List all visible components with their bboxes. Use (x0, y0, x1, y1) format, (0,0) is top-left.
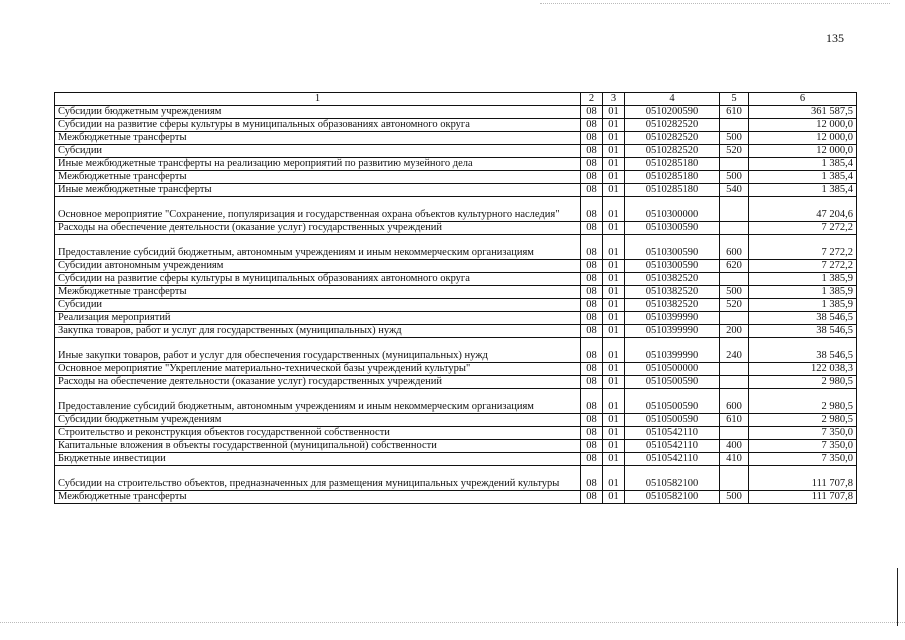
cell-name: Капитальные вложения в объекты государственной (муниципальной) собственности (55, 440, 581, 453)
cell-amount: 361 587,5 (749, 106, 857, 119)
cell-amount: 47 204,6 (749, 197, 857, 222)
cell-name: Субсидии бюджетным учреждениям (55, 106, 581, 119)
table-body (55, 106, 857, 504)
cell-expense-type (720, 197, 749, 222)
cell-subsection: 01 (603, 453, 625, 466)
cell-amount: 7 350,0 (749, 453, 857, 466)
cell-subsection: 01 (603, 222, 625, 235)
cell-name: Расходы на обеспечение деятельности (оказание услуг) государственных учреждений (55, 376, 581, 389)
table-row (55, 466, 857, 491)
cell-subsection: 01 (603, 158, 625, 171)
table-row (55, 427, 857, 440)
column-header-5: 5 (720, 93, 749, 106)
cell-expense-type (720, 119, 749, 132)
cell-expense-type: 610 (720, 106, 749, 119)
cell-target-code: 0510500000 (625, 363, 720, 376)
cell-section: 08 (581, 299, 603, 312)
cell-amount: 38 546,5 (749, 312, 857, 325)
cell-subsection: 01 (603, 260, 625, 273)
cell-amount: 1 385,4 (749, 184, 857, 197)
cell-section: 08 (581, 453, 603, 466)
cell-target-code: 0510399990 (625, 338, 720, 363)
cell-target-code: 0510500590 (625, 376, 720, 389)
cell-section: 08 (581, 273, 603, 286)
cell-expense-type: 500 (720, 491, 749, 504)
cell-expense-type: 520 (720, 145, 749, 158)
cell-subsection: 01 (603, 197, 625, 222)
cell-amount: 12 000,0 (749, 132, 857, 145)
cell-name: Межбюджетные трансферты (55, 132, 581, 145)
cell-amount: 2 980,5 (749, 389, 857, 414)
cell-expense-type (720, 376, 749, 389)
cell-target-code: 0510399990 (625, 312, 720, 325)
cell-name: Бюджетные инвестиции (55, 453, 581, 466)
table-row (55, 222, 857, 235)
page-number: 135 (826, 31, 844, 45)
cell-subsection: 01 (603, 273, 625, 286)
budget-table (54, 92, 857, 504)
cell-amount: 7 350,0 (749, 440, 857, 453)
page-edge-line (897, 568, 898, 626)
table-row (55, 184, 857, 197)
cell-section: 08 (581, 184, 603, 197)
cell-amount: 2 980,5 (749, 414, 857, 427)
cell-expense-type (720, 158, 749, 171)
cell-section: 08 (581, 260, 603, 273)
cell-subsection: 01 (603, 119, 625, 132)
cell-name: Субсидии (55, 299, 581, 312)
table-row (55, 325, 857, 338)
cell-subsection: 01 (603, 338, 625, 363)
cell-section: 08 (581, 145, 603, 158)
cell-target-code: 0510285180 (625, 158, 720, 171)
cell-name: Реализация мероприятий (55, 312, 581, 325)
cell-amount: 1 385,4 (749, 158, 857, 171)
table-row (55, 286, 857, 299)
cell-subsection: 01 (603, 389, 625, 414)
cell-amount: 1 385,9 (749, 286, 857, 299)
cell-name: Предоставление субсидий бюджетным, автономным учреждениям и иным некоммерческим организациям (55, 389, 581, 414)
cell-expense-type: 610 (720, 414, 749, 427)
cell-name: Основное мероприятие "Сохранение, популяризация и государственная охрана объектов культурного наследия" (55, 197, 581, 222)
column-header-3: 3 (603, 93, 625, 106)
cell-name: Межбюджетные трансферты (55, 491, 581, 504)
cell-target-code: 0510542110 (625, 453, 720, 466)
table-header-row (55, 93, 857, 106)
cell-amount: 1 385,9 (749, 273, 857, 286)
cell-name: Иные межбюджетные трансферты (55, 184, 581, 197)
cell-subsection: 01 (603, 312, 625, 325)
cell-target-code: 0510500590 (625, 414, 720, 427)
cell-section: 08 (581, 427, 603, 440)
table-row (55, 119, 857, 132)
cell-subsection: 01 (603, 325, 625, 338)
cell-target-code: 0510382520 (625, 286, 720, 299)
cell-expense-type: 400 (720, 440, 749, 453)
cell-expense-type: 500 (720, 286, 749, 299)
column-header-4: 4 (625, 93, 720, 106)
cell-subsection: 01 (603, 299, 625, 312)
cell-expense-type (720, 363, 749, 376)
cell-name: Строительство и реконструкция объектов государственной собственности (55, 427, 581, 440)
cell-target-code: 0510542110 (625, 440, 720, 453)
cell-expense-type (720, 312, 749, 325)
cell-name: Субсидии на строительство объектов, предназначенных для размещения муниципальных учреждений культуры (55, 466, 581, 491)
cell-subsection: 01 (603, 286, 625, 299)
cell-section: 08 (581, 440, 603, 453)
cell-subsection: 01 (603, 184, 625, 197)
cell-subsection: 01 (603, 376, 625, 389)
cell-section: 08 (581, 158, 603, 171)
table-row (55, 363, 857, 376)
cell-target-code: 0510285180 (625, 184, 720, 197)
cell-name: Межбюджетные трансферты (55, 171, 581, 184)
cell-expense-type (720, 273, 749, 286)
table-row (55, 273, 857, 286)
cell-expense-type (720, 466, 749, 491)
cell-subsection: 01 (603, 491, 625, 504)
cell-target-code: 0510382520 (625, 273, 720, 286)
cell-name: Закупка товаров, работ и услуг для государственных (муниципальных) нужд (55, 325, 581, 338)
cell-section: 08 (581, 363, 603, 376)
table-row (55, 453, 857, 466)
cell-name: Субсидии автономным учреждениям (55, 260, 581, 273)
cell-target-code: 0510542110 (625, 427, 720, 440)
cell-target-code: 0510200590 (625, 106, 720, 119)
cell-expense-type: 240 (720, 338, 749, 363)
cell-name: Субсидии на развитие сферы культуры в муниципальных образованиях автономного округа (55, 273, 581, 286)
cell-amount: 111 707,8 (749, 491, 857, 504)
scan-artifact-bottom (0, 622, 905, 624)
cell-expense-type (720, 222, 749, 235)
cell-section: 08 (581, 312, 603, 325)
cell-amount: 7 272,2 (749, 235, 857, 260)
cell-amount: 38 546,5 (749, 325, 857, 338)
table-row (55, 197, 857, 222)
cell-amount: 7 272,2 (749, 260, 857, 273)
cell-expense-type: 600 (720, 235, 749, 260)
cell-target-code: 0510285180 (625, 171, 720, 184)
cell-target-code: 0510282520 (625, 145, 720, 158)
cell-section: 08 (581, 119, 603, 132)
cell-subsection: 01 (603, 440, 625, 453)
column-header-6: 6 (749, 93, 857, 106)
cell-subsection: 01 (603, 414, 625, 427)
cell-subsection: 01 (603, 132, 625, 145)
cell-section: 08 (581, 132, 603, 145)
column-header-1: 1 (55, 93, 581, 106)
cell-subsection: 01 (603, 235, 625, 260)
cell-subsection: 01 (603, 466, 625, 491)
table-row (55, 338, 857, 363)
cell-amount: 7 350,0 (749, 427, 857, 440)
table-row (55, 376, 857, 389)
table-row (55, 491, 857, 504)
cell-subsection: 01 (603, 363, 625, 376)
cell-expense-type: 500 (720, 171, 749, 184)
cell-amount: 12 000,0 (749, 119, 857, 132)
cell-amount: 12 000,0 (749, 145, 857, 158)
cell-target-code: 0510399990 (625, 325, 720, 338)
cell-section: 08 (581, 376, 603, 389)
cell-section: 08 (581, 466, 603, 491)
table-row (55, 299, 857, 312)
cell-name: Основное мероприятие "Укрепление материально-технической базы учреждений культуры" (55, 363, 581, 376)
cell-target-code: 0510300590 (625, 222, 720, 235)
table-row (55, 312, 857, 325)
cell-name: Иные межбюджетные трансферты на реализацию мероприятий по развитию музейного дела (55, 158, 581, 171)
cell-target-code: 0510582100 (625, 491, 720, 504)
cell-section: 08 (581, 106, 603, 119)
cell-section: 08 (581, 235, 603, 260)
cell-section: 08 (581, 325, 603, 338)
cell-expense-type: 520 (720, 299, 749, 312)
cell-name: Субсидии бюджетным учреждениям (55, 414, 581, 427)
cell-expense-type (720, 427, 749, 440)
cell-name: Субсидии (55, 145, 581, 158)
cell-target-code: 0510282520 (625, 119, 720, 132)
cell-amount: 1 385,9 (749, 299, 857, 312)
cell-section: 08 (581, 171, 603, 184)
cell-section: 08 (581, 197, 603, 222)
cell-expense-type: 600 (720, 389, 749, 414)
table-row (55, 260, 857, 273)
table-row (55, 158, 857, 171)
cell-section: 08 (581, 389, 603, 414)
table-row (55, 145, 857, 158)
cell-section: 08 (581, 286, 603, 299)
cell-expense-type: 500 (720, 132, 749, 145)
cell-section: 08 (581, 414, 603, 427)
cell-target-code: 0510300590 (625, 260, 720, 273)
cell-subsection: 01 (603, 106, 625, 119)
cell-amount: 111 707,8 (749, 466, 857, 491)
table-row (55, 414, 857, 427)
cell-subsection: 01 (603, 427, 625, 440)
cell-section: 08 (581, 338, 603, 363)
cell-amount: 38 546,5 (749, 338, 857, 363)
cell-expense-type: 540 (720, 184, 749, 197)
column-header-2: 2 (581, 93, 603, 106)
cell-name: Межбюджетные трансферты (55, 286, 581, 299)
cell-amount: 1 385,4 (749, 171, 857, 184)
cell-amount: 2 980,5 (749, 376, 857, 389)
cell-amount: 122 038,3 (749, 363, 857, 376)
cell-target-code: 0510300590 (625, 235, 720, 260)
table-row (55, 440, 857, 453)
cell-amount: 7 272,2 (749, 222, 857, 235)
cell-target-code: 0510300000 (625, 197, 720, 222)
cell-name: Расходы на обеспечение деятельности (оказание услуг) государственных учреждений (55, 222, 581, 235)
cell-target-code: 0510582100 (625, 466, 720, 491)
cell-name: Предоставление субсидий бюджетным, автономным учреждениям и иным некоммерческим организациям (55, 235, 581, 260)
cell-target-code: 0510282520 (625, 132, 720, 145)
cell-target-code: 0510382520 (625, 299, 720, 312)
cell-section: 08 (581, 491, 603, 504)
cell-name: Иные закупки товаров, работ и услуг для обеспечения государственных (муниципальных) нужд (55, 338, 581, 363)
cell-section: 08 (581, 222, 603, 235)
cell-expense-type: 410 (720, 453, 749, 466)
table-row (55, 132, 857, 145)
cell-name: Субсидии на развитие сферы культуры в муниципальных образованиях автономного округа (55, 119, 581, 132)
table-row (55, 389, 857, 414)
cell-subsection: 01 (603, 171, 625, 184)
cell-expense-type: 200 (720, 325, 749, 338)
table-row (55, 171, 857, 184)
scan-artifact-top (540, 3, 890, 5)
cell-subsection: 01 (603, 145, 625, 158)
cell-target-code: 0510500590 (625, 389, 720, 414)
table-row (55, 235, 857, 260)
table-row (55, 106, 857, 119)
cell-expense-type: 620 (720, 260, 749, 273)
